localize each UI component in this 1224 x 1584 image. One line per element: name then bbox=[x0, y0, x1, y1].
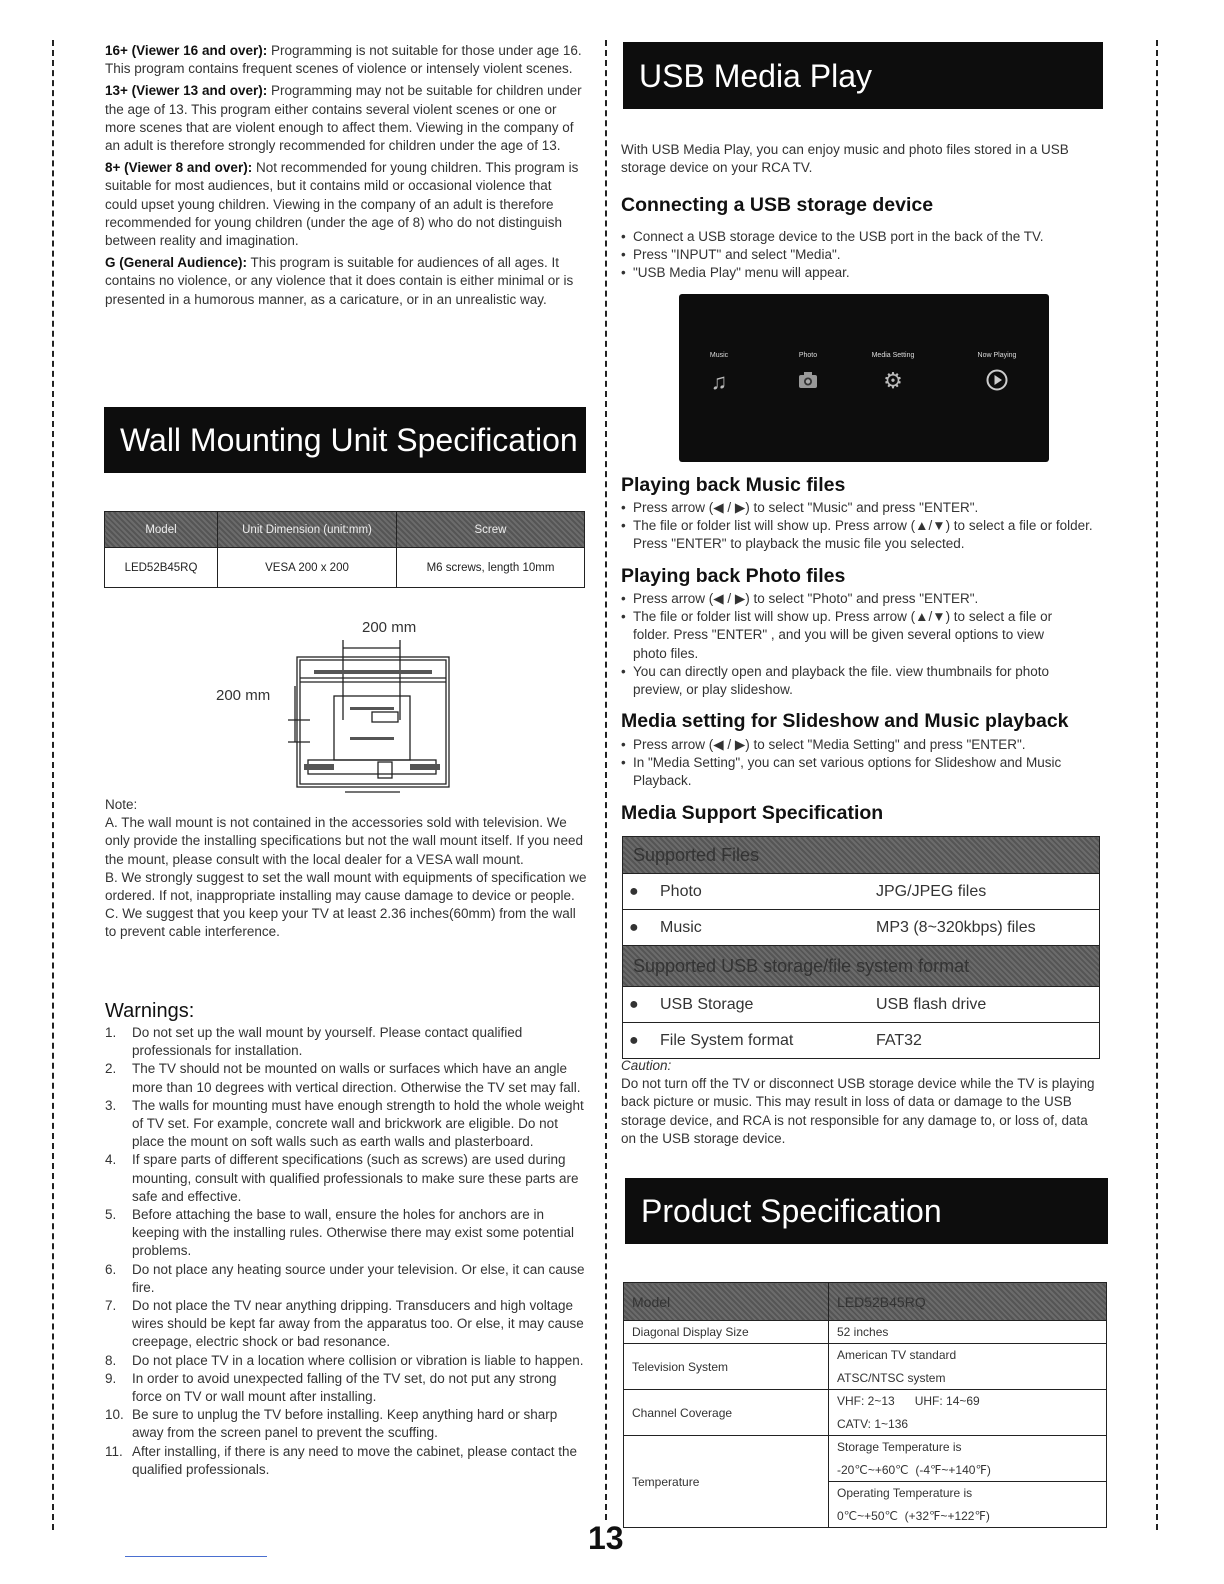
music-note-icon: ♫ bbox=[710, 369, 728, 394]
setting-heading: Media setting for Slideshow and Music playback bbox=[621, 710, 1069, 732]
support-heading: Media Support Specification bbox=[621, 802, 884, 824]
menu-label: Now Playing bbox=[977, 352, 1017, 359]
connect-list bbox=[621, 228, 1111, 283]
warning-item: 1. Do not set up the wall mount by yourself. Please contact qualified professionals for installation. bbox=[105, 1025, 523, 1059]
spec-storage-temp-value: -20℃~+60℃ (-4℉~+140℉) bbox=[829, 1459, 1107, 1482]
connect-item: • Press "INPUT" and select "Media". bbox=[621, 246, 1111, 264]
spec-operating-temp-value: 0℃~+50℃ (+32℉~+122℉) bbox=[829, 1505, 1107, 1528]
rating-g: G (General Audience): This program is suitable for audiences of all ages. It contains no violence, or any violence that it does contain is either minimal or is presented in a humorous manner, as a caricature, or in an unrealistic way. bbox=[105, 255, 574, 307]
usb-menu-screen bbox=[679, 294, 1049, 462]
music-item: • The file or folder list will show up. Press arrow (▲/▼) to select a file or folder. Press "ENTER" to playback the music file you selected. bbox=[621, 517, 1111, 553]
caution-text: Do not turn off the TV or disconnect USB storage device while the TV is playing back picture or music. This may result in loss of data or damage to the USB storage device, and RCA is not responsible for any damage to, or loss of, data on the USB storage device. bbox=[621, 1076, 1095, 1146]
center-column-rule bbox=[605, 40, 607, 1520]
wall-table-header-model: Model bbox=[105, 512, 218, 548]
spec-tv-system-value-1: American TV standard bbox=[829, 1344, 1107, 1367]
warning-item: 5. Before attaching the base to wall, ensure the holes for anchors are in keeping with the installing rules. Otherwise there may exist some potential problems. bbox=[105, 1207, 574, 1259]
menu-label: Photo bbox=[798, 352, 818, 359]
rating-13: 13+ (Viewer 13 and over): Programming may not be suitable for children under the age of 13. This program either contains several violent scenes or one or more scenes that are violent enough to affect them. Viewing in the company of an adult is therefore strongly recommended for children under the age of 13. bbox=[105, 83, 582, 154]
spec-tv-system-value-2: ATSC/NTSC system bbox=[829, 1367, 1107, 1390]
wall-mount-table bbox=[104, 511, 585, 588]
support-row-storage-value: USB flash drive bbox=[842, 987, 1100, 1023]
support-row-fs-value: FAT32 bbox=[842, 1023, 1100, 1059]
wall-mount-banner: Wall Mounting Unit Specification bbox=[104, 407, 586, 473]
menu-item-media-setting[interactable] bbox=[867, 352, 919, 392]
page-number: 13 bbox=[588, 1520, 624, 1556]
setting-item: • Press arrow (◀ / ▶) to select "Media Setting" and press "ENTER". bbox=[621, 736, 1091, 754]
spec-channel-label: Channel Coverage bbox=[624, 1390, 829, 1436]
ratings-section bbox=[105, 42, 583, 309]
diagram-side-label: 200 mm bbox=[216, 687, 271, 704]
gear-icon: ⚙ bbox=[883, 368, 903, 393]
music-heading: Playing back Music files bbox=[621, 474, 846, 496]
right-margin-rule bbox=[1156, 40, 1158, 1530]
wall-table-model: LED52B45RQ bbox=[105, 548, 218, 588]
spec-header-model-value: LED52B45RQ bbox=[829, 1283, 1107, 1321]
note-title: Note: bbox=[105, 797, 138, 812]
tv-back-drawing bbox=[200, 612, 480, 812]
photo-heading: Playing back Photo files bbox=[621, 565, 846, 587]
spec-channel-value-2: CATV: 1~136 bbox=[829, 1413, 1107, 1436]
footer-link-rule bbox=[125, 1556, 267, 1557]
support-row-fs-type: ● File System format bbox=[623, 1023, 843, 1059]
photo-item: • Press arrow (◀ / ▶) to select "Photo" and press "ENTER". bbox=[621, 590, 1073, 608]
spec-header-model: Model bbox=[624, 1283, 829, 1321]
support-row-photo-type: ● Photo bbox=[623, 874, 843, 910]
left-margin-rule bbox=[52, 40, 54, 1530]
connect-heading: Connecting a USB storage device bbox=[621, 194, 934, 216]
support-row-photo-format: JPG/JPEG files bbox=[842, 874, 1100, 910]
note-section bbox=[105, 796, 589, 942]
photo-item: • You can directly open and playback the file. view thumbnails for photo preview, or play slideshow. bbox=[621, 663, 1073, 699]
supported-usb-header: Supported USB storage/file system format bbox=[623, 946, 1100, 987]
camera-icon bbox=[798, 371, 818, 389]
spec-temperature-label: Temperature bbox=[624, 1436, 829, 1528]
product-spec-banner: Product Specification bbox=[625, 1178, 1108, 1244]
support-row-music-type: ● Music bbox=[623, 910, 843, 946]
menu-label: Media Setting bbox=[871, 352, 915, 359]
spec-storage-temp-label: Storage Temperature is bbox=[829, 1436, 1107, 1459]
wall-table-header-dimension: Unit Dimension (unit:mm) bbox=[218, 512, 397, 548]
spec-tv-system-label: Television System bbox=[624, 1344, 829, 1390]
note-c: C. We suggest that you keep your TV at least 2.36 inches(60mm) from the wall to prevent cable interference. bbox=[105, 906, 576, 940]
wall-table-dimension: VESA 200 x 200 bbox=[218, 548, 397, 588]
usb-intro: With USB Media Play, you can enjoy music and photo files stored in a USB storage device on your RCA TV. bbox=[621, 142, 1069, 176]
usb-media-banner: USB Media Play bbox=[623, 42, 1103, 109]
warning-item: 10. Be sure to unplug the TV before installing. Keep anything hard or sharp away from the screen panel to prevent the scuffing. bbox=[105, 1407, 558, 1441]
music-list bbox=[621, 499, 1111, 554]
spec-channel-value-1: VHF: 2~13 UHF: 14~69 bbox=[829, 1390, 1107, 1413]
connect-item: • Connect a USB storage device to the USB port in the back of the TV. bbox=[621, 228, 1111, 246]
setting-list bbox=[621, 736, 1091, 791]
menu-item-music[interactable] bbox=[701, 352, 737, 393]
note-b: B. We strongly suggest to set the wall mount with equipments of specification we ordered. If not, inappropriate installing may cause damage to device or people. bbox=[105, 869, 587, 904]
caution-title: Caution: bbox=[621, 1058, 672, 1073]
note-a: A. The wall mount is not contained in the accessories sold with television. We only provide the installing specifications but not the wall mount itself. If you need the mount, please consult with the local dealer for a VESA wall mount. bbox=[105, 815, 584, 867]
warning-item: 4. If spare parts of different specifications (such as screws) are used during mounting, consult with qualified professionals to make sure these parts are safe and effective. bbox=[105, 1152, 579, 1204]
diagram-top-label: 200 mm bbox=[362, 619, 417, 636]
photo-list bbox=[621, 590, 1073, 699]
support-row-storage-type: ● USB Storage bbox=[623, 987, 843, 1023]
warnings-title: Warnings: bbox=[105, 1000, 195, 1022]
photo-item: • The file or folder list will show up. Press arrow (▲/▼) to select a file or folder. Press "ENTER" , and you will be given several options to view photo files. bbox=[621, 608, 1073, 663]
setting-item: • In "Media Setting", you can set various options for Slideshow and Music Playback. bbox=[621, 754, 1091, 790]
warnings-list bbox=[105, 1024, 587, 1479]
menu-label: Music bbox=[709, 352, 729, 359]
spec-diagonal-value: 52 inches bbox=[829, 1321, 1107, 1344]
menu-item-now-playing[interactable] bbox=[971, 352, 1023, 396]
product-spec-table bbox=[623, 1282, 1107, 1528]
warning-item: 6. Do not place any heating source under your television. Or else, it can cause fire. bbox=[105, 1261, 585, 1295]
support-row-music-format: MP3 (8~320kbps) files bbox=[842, 910, 1100, 946]
warnings-section bbox=[105, 1000, 587, 1479]
warning-item: 7. Do not place the TV near anything dripping. Transducers and high voltage wires should be kept far away from the apparatus too. Or else, it may cause creepage, electric shock or bad resonance. bbox=[105, 1298, 584, 1350]
warning-item: 11. After installing, if there is any need to move the cabinet, please contact the qualified professionals. bbox=[105, 1443, 578, 1477]
warning-item: 3. The walls for mounting must have enough strength to hold the whole weight of TV set. For example, concrete wall and brickwork are eligible. Do not place the mount on soft walls such as earth walls and plasterboard. bbox=[105, 1097, 584, 1150]
warning-item: 9. In order to avoid unexpected falling of the TV set, do not put any strong force on TV or wall mount after installing. bbox=[105, 1370, 557, 1405]
music-item: • Press arrow (◀ / ▶) to select "Music" and press "ENTER". bbox=[621, 499, 1111, 517]
spec-operating-temp-label: Operating Temperature is bbox=[829, 1482, 1107, 1505]
wall-table-header-screw: Screw bbox=[397, 512, 585, 548]
media-support-table bbox=[622, 836, 1100, 1059]
rating-8: 8+ (Viewer 8 and over): Not recommended for young children. This program is suitable for most audiences, but it contains mild or occasional violence that could upset young children. Viewing in the company of an adult is therefore recommended for young children (under the age of 8) who do not distinguish between reality and imagination. bbox=[105, 160, 579, 249]
rating-16: 16+ (Viewer 16 and over): Programming is not suitable for those under age 16. This program contains frequent scenes of violence or intensely violent scenes. bbox=[105, 43, 582, 77]
tv-back-diagram bbox=[200, 612, 480, 812]
connect-item: • "USB Media Play" menu will appear. bbox=[621, 264, 1111, 282]
play-icon bbox=[986, 369, 1008, 391]
wall-table-screw: M6 screws, length 10mm bbox=[397, 548, 585, 588]
supported-files-header: Supported Files bbox=[623, 837, 1100, 874]
warning-item: 8. Do not place TV in a location where collision or vibration is liable to happen. bbox=[105, 1352, 584, 1368]
menu-item-photo[interactable] bbox=[790, 352, 826, 394]
warning-item: 2. The TV should not be mounted on walls or surfaces which have an angle more than 10 degrees with vertical direction. Otherwise the TV set may fall. bbox=[105, 1061, 581, 1095]
spec-diagonal-label: Diagonal Display Size bbox=[624, 1321, 829, 1344]
caution-section bbox=[621, 1057, 1105, 1148]
